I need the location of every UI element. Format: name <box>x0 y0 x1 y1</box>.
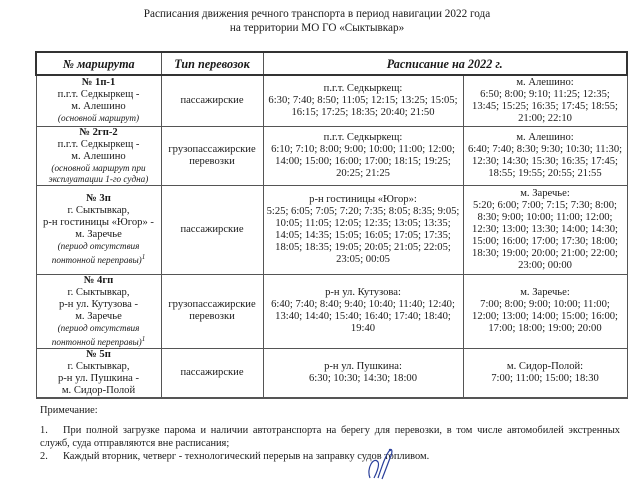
departure-times: 6:30; 7:40; 8:50; 11:05; 12:15; 13:25; 15:05; 16:15; 17:25; 18:35; 20:40; 21:50 <box>268 94 458 118</box>
route-note-text: (период отсутствия понтонной переправы) <box>51 240 142 266</box>
note-text: Каждый вторник, четверг - технологический перерыв на заправку судов топливом. <box>63 451 430 462</box>
route-number: № 5п <box>86 348 111 360</box>
stop-name: м. Заречье: <box>520 187 570 199</box>
departure-times: 6:50; 8:00; 9:10; 11:25; 12:35; 13:45; 15:25; 16:35; 17:45; 18:55; 21:00; 22:10 <box>472 88 618 124</box>
notes-section <box>40 404 620 463</box>
route-cell <box>36 126 161 185</box>
transport-type-line: грузопассажирские <box>168 299 256 311</box>
departure-to-cell <box>463 185 627 274</box>
departure-times: 6:40; 7:40; 8:40; 9:40; 10:40; 11:40; 12:40; 13:40; 14:40; 15:40; 16:40; 17:40; 18:40; 19:40 <box>271 299 455 335</box>
table-row <box>36 126 627 185</box>
document-title <box>0 7 634 35</box>
footnote-marker: 1 <box>141 334 146 343</box>
header-route-number: № маршрута <box>36 52 161 75</box>
transport-type-cell <box>161 126 263 185</box>
route-cell <box>36 185 161 274</box>
note-text: При полной загрузке парома и наличии автотранспорта на берегу для перевозки, в том числе автомобилей экстренных служб, суда отправляются вне расписания; <box>40 425 620 449</box>
route-number: № 2гп-2 <box>79 126 118 138</box>
stop-name: р-н ул. Пушкина: <box>324 360 402 372</box>
transport-type-cell <box>161 185 263 274</box>
route-number: № 4гп <box>83 274 114 286</box>
departure-times: 6:30; 10:30; 14:30; 18:00 <box>308 372 417 384</box>
transport-type-cell <box>161 348 263 398</box>
title-line-2: на территории МО ГО «Сыктывкар» <box>229 22 405 34</box>
route-line: г. Сыктывкар, <box>67 360 130 372</box>
note-item <box>40 450 620 463</box>
route-cell <box>36 348 161 398</box>
route-line: р-н ул. Кутузова - <box>58 298 139 310</box>
route-line: р-н ул. Пушкина - <box>57 372 140 384</box>
departure-to-cell <box>463 126 627 185</box>
header-schedule: Расписание на 2022 г. <box>263 52 627 75</box>
departure-from-cell <box>263 75 463 126</box>
transport-type-line: перевозки <box>189 155 235 167</box>
route-line: п.г.т. Седкыркещ - <box>57 89 140 101</box>
departure-to-cell <box>463 348 627 398</box>
route-note-text: (период отсутствия понтонной переправы) <box>51 322 142 347</box>
route-line: м. Алешино <box>71 101 126 113</box>
route-cell <box>36 75 161 126</box>
route-line: р-н гостиницы «Югор» - <box>43 216 154 228</box>
table-header-row <box>36 52 627 75</box>
departure-times: 5:25; 6:05; 7:05; 7:20; 7:35; 8:05; 8:35; 9:05; 10:05; 11:05; 12:05; 12:35; 13:05; 13:35; 14:05; 14:35; 15:05; 16:05; 17:05; 17:35; 18:05; 18:35; 19:05; 20:05; 21:05; 22:05; 23:05; 00:05 <box>266 205 460 265</box>
notes-heading: Примечание: <box>40 405 98 416</box>
route-line: п.г.т. Седкыркещ - <box>57 138 140 150</box>
route-line: м. Заречье <box>75 310 122 322</box>
stop-name: п.г.т. Седкыркещ: <box>323 82 403 94</box>
transport-type-line: грузопассажирские <box>168 143 256 155</box>
departure-to-cell <box>463 75 627 126</box>
route-note-text: (основной маршрут) <box>57 113 140 124</box>
transport-type-cell <box>161 274 263 348</box>
departure-times: 7:00; 8:00; 9:00; 10:00; 11:00; 12:00; 13:00; 14:00; 15:00; 16:00; 17:00; 18:00; 19:00; 20:00 <box>472 299 618 335</box>
route-line: м. Сидор-Полой <box>61 384 136 396</box>
note-number: 1. <box>40 425 48 436</box>
route-note <box>39 323 159 348</box>
departure-from-cell <box>263 185 463 274</box>
departure-from-cell <box>263 348 463 398</box>
stop-name: м. Заречье: <box>520 287 570 299</box>
note-number: 2. <box>40 451 48 462</box>
route-line: г. Сыктывкар, <box>67 286 130 298</box>
footnote-marker: 1 <box>141 252 146 261</box>
schedule-table <box>35 51 628 399</box>
stop-name: м. Сидор-Полой: <box>506 360 584 372</box>
departure-times: 5:20; 6:00; 7:00; 7:15; 7:30; 8:00; 8:30; 9:00; 10:00; 11:00; 12:00; 12:30; 13:00; 13:30; 14:00; 14:30; 15:00; 16:00; 17:00; 17:30; 18:00; 18:30; 19:00; 20:00; 21:00; 22:00; 23:00; 00:00 <box>472 199 618 271</box>
route-line: г. Сыктывкар, <box>67 204 130 216</box>
route-line: м. Заречье <box>75 228 122 240</box>
transport-type-line: пассажирские <box>180 223 244 235</box>
table-row <box>36 348 627 398</box>
departure-times: 6:40; 7:40; 8:30; 9:30; 10:30; 11:30; 12:30; 14:30; 15:30; 16:35; 17:45; 18:55; 19:55; 20:55; 21:55 <box>467 143 623 179</box>
departure-times: 6:10; 7:10; 8:00; 9:00; 10:00; 11:00; 12:00; 14:00; 15:00; 16:00; 17:00; 18:15; 19:25; 20:25; 21:25 <box>271 143 455 179</box>
route-line: м. Алешино <box>71 150 126 162</box>
route-note <box>39 241 159 266</box>
route-number: № 1п-1 <box>81 77 116 89</box>
transport-type-cell <box>161 75 263 126</box>
transport-type-line: пассажирские <box>180 366 244 378</box>
stop-name: р-н гостиницы «Югор»: <box>309 193 417 205</box>
departure-from-cell <box>263 274 463 348</box>
route-note <box>39 113 159 124</box>
transport-type-line: перевозки <box>189 311 235 323</box>
transport-type-line: пассажирские <box>180 94 244 106</box>
departure-from-cell <box>263 126 463 185</box>
departure-to-cell <box>463 274 627 348</box>
route-cell <box>36 274 161 348</box>
route-number: № 3п <box>86 192 111 204</box>
note-item <box>40 424 620 450</box>
table-row <box>36 185 627 274</box>
route-note <box>39 163 159 185</box>
departure-times: 7:00; 11:00; 15:00; 18:30 <box>491 372 599 384</box>
stop-name: п.г.т. Седкыркещ: <box>323 131 403 143</box>
table-row <box>36 75 627 126</box>
header-transport-type: Тип перевозок <box>161 52 263 75</box>
title-line-1: Расписания движения речного транспорта в период навигации 2022 года <box>143 8 491 20</box>
route-note-text: (основной маршрут при эксплуатации 1-го судна) <box>48 162 149 184</box>
stop-name: м. Алешино: <box>516 76 574 88</box>
table-row <box>36 274 627 348</box>
signature-mark <box>360 448 400 480</box>
stop-name: р-н ул. Кутузова: <box>325 287 401 299</box>
stop-name: м. Алешино: <box>516 131 574 143</box>
